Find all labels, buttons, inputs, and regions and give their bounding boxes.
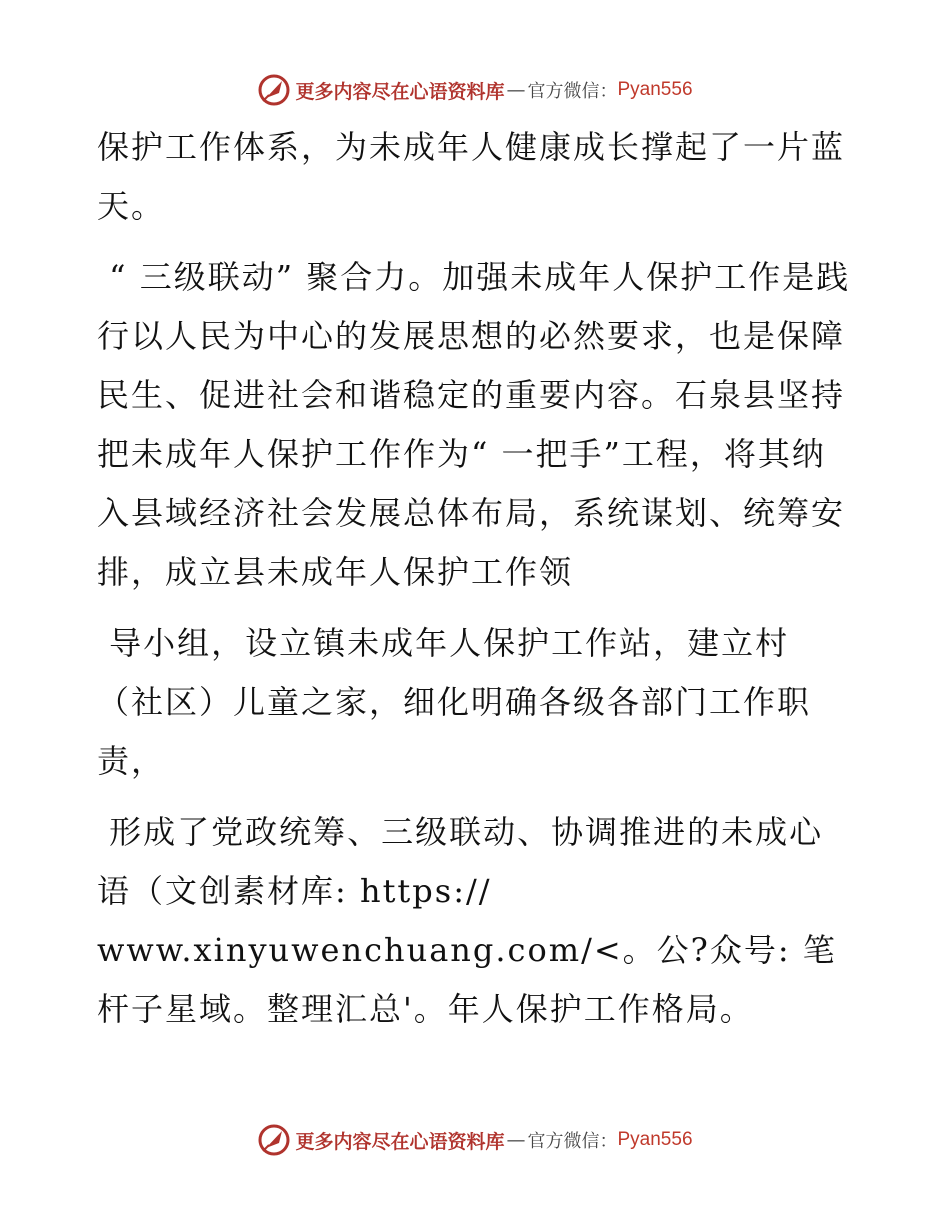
quill-logo-icon bbox=[257, 73, 291, 107]
library-text: 更多内容尽在心语资料库 bbox=[295, 80, 505, 103]
quill-logo-icon bbox=[257, 1123, 291, 1157]
paragraph-3: 导小组，设立镇未成年人保护工作站，建立村（社区）儿童之家，细化明确各级各部门工作职责， bbox=[97, 624, 812, 780]
document-body bbox=[97, 118, 857, 1039]
paragraph-1: 保护工作体系，为未成年人健康成长撑起了一片蓝天。 bbox=[97, 128, 846, 225]
wechat-id: Pyan556 bbox=[617, 79, 693, 100]
official-wechat-label: 官方微信： bbox=[527, 81, 618, 102]
header-banner bbox=[0, 70, 950, 110]
paragraph-2: “ 三级联动” 聚合力。加强未成年人保护工作是践行以人民为中心的发展思想的必然要求，也是保障民生、促进社会和谐稳定的重要内容。石泉县坚持把未成年人保护工作作为“ 一把手”工程，将其纳入县域经济社会发展总体布局，系统谋划、统筹安排，成立县未成年人保护工作领 bbox=[97, 258, 851, 591]
banner-separator: — bbox=[506, 79, 526, 101]
footer-banner bbox=[0, 1120, 950, 1160]
paragraph-4: 形成了党政统筹、三级联动、协调推进的未成心语（文创素材库: https:// www.xinyuwenchuang.com/<。公?众号: 笔杆子星域。整理汇总'。年人保护工作格局。 bbox=[97, 813, 837, 1028]
library-text: 更多内容尽在心语资料库 bbox=[295, 1130, 505, 1153]
official-wechat-label: 官方微信： bbox=[527, 1131, 618, 1152]
wechat-id: Pyan556 bbox=[617, 1129, 693, 1150]
banner-separator: — bbox=[506, 1129, 526, 1151]
